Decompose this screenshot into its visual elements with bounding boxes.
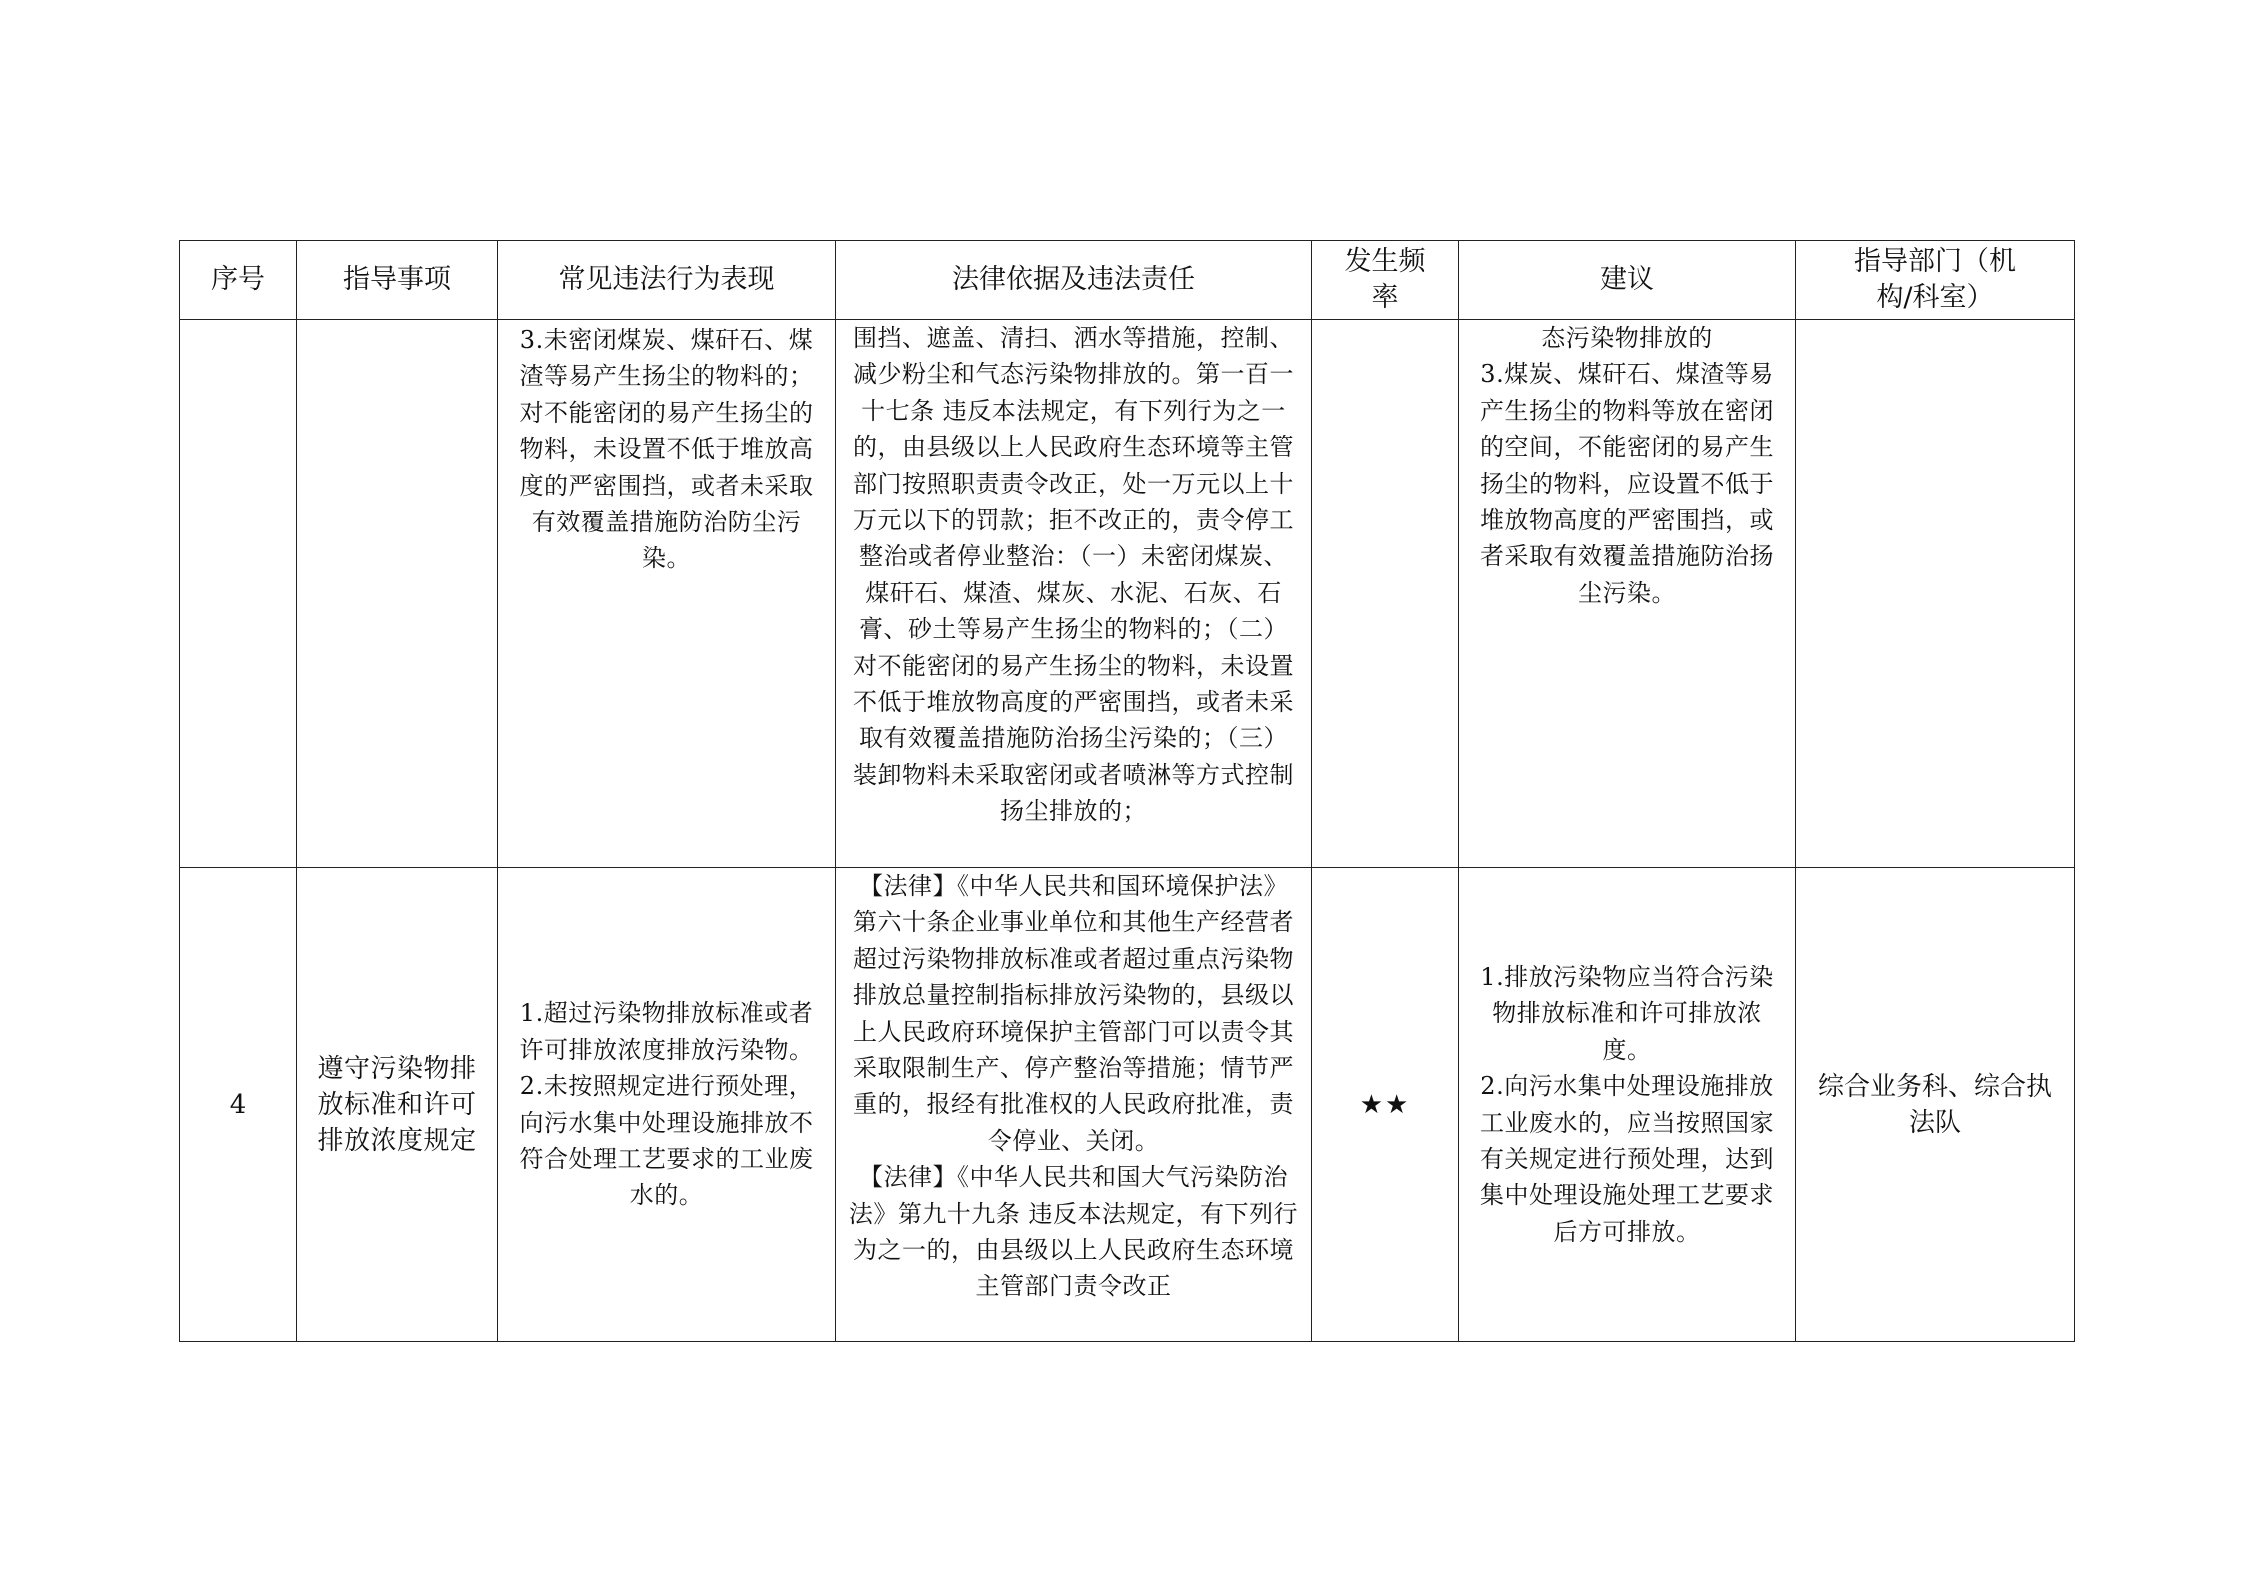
row-law: 围挡、遮盖、清扫、洒水等措施，控制、减少粉尘和气态污染物排放的。第一百一十七条 违反本法规定，有下列行为之一的，由县级以上人民政府生态环境等主管部门按照职责责令改正，处一万元以上十万元以下的罚款；拒不改正的，责令停工整治或者停业整治：（一）未密闭煤炭、煤矸石、煤渣、煤灰、水泥、石灰、石膏、砂土等易产生扬尘的物料的；（二）对不能密闭的易产生扬尘的物料，未设置不低于堆放物高度的严密围挡，或者未采取有效覆盖措施防治扬尘污染的；（三）装卸物料未采取密闭或者喷淋等方式控制扬尘排放的；	[836, 320, 1312, 868]
row-behavior: 1.超过污染物排放标准或者许可排放浓度排放污染物。 2.未按照规定进行预处理，向污水集中处理设施排放不符合处理工艺要求的工业废水的。	[498, 868, 836, 1342]
row-dept: 综合业务科、综合执法队	[1796, 868, 2075, 1342]
row-item: 遵守污染物排放标准和许可排放浓度规定	[297, 868, 498, 1342]
row-seq	[180, 320, 297, 868]
header-item: 指导事项	[297, 241, 498, 320]
header-behavior: 常见违法行为表现	[498, 241, 836, 320]
header-dept: 指导部门（机构/科室）	[1796, 241, 2075, 320]
header-law: 法律依据及违法责任	[836, 241, 1312, 320]
table-row	[180, 868, 2075, 1342]
header-advice: 建议	[1459, 241, 1796, 320]
guidance-table	[179, 240, 2075, 1342]
table-row	[180, 320, 2075, 868]
row-item	[297, 320, 498, 868]
header-row	[180, 241, 2075, 320]
row-advice: 1.排放污染物应当符合污染物排放标准和许可排放浓度。 2.向污水集中处理设施排放工业废水的，应当按照国家有关规定进行预处理，达到集中处理设施处理工艺要求后方可排放。	[1459, 868, 1796, 1342]
header-frequency: 发生频率	[1312, 241, 1459, 320]
row-frequency: ★★	[1312, 868, 1459, 1342]
row-frequency	[1312, 320, 1459, 868]
header-seq: 序号	[180, 241, 297, 320]
row-behavior: 3.未密闭煤炭、煤矸石、煤渣等易产生扬尘的物料的；对不能密闭的易产生扬尘的物料，未设置不低于堆放高度的严密围挡，或者未采取有效覆盖措施防治防尘污染。	[498, 320, 836, 868]
row-dept	[1796, 320, 2075, 868]
row-advice: 态污染物排放的 3.煤炭、煤矸石、煤渣等易产生扬尘的物料等放在密闭的空间，不能密闭的易产生扬尘的物料，应设置不低于堆放物高度的严密围挡，或者采取有效覆盖措施防治扬尘污染。	[1459, 320, 1796, 868]
row-law: 【法律】《中华人民共和国环境保护法》 第六十条企业事业单位和其他生产经营者超过污染物排放标准或者超过重点污染物排放总量控制指标排放污染物的，县级以上人民政府环境保护主管部门可以责令其采取限制生产、停产整治等措施；情节严重的，报经有批准权的人民政府批准，责令停业、关闭。 【法律】《中华人民共和国大气污染防治法》第九十九条 违反本法规定，有下列行为之一的，由县级以上人民政府生态环境主管部门责令改正	[836, 868, 1312, 1342]
row-seq: 4	[180, 868, 297, 1342]
